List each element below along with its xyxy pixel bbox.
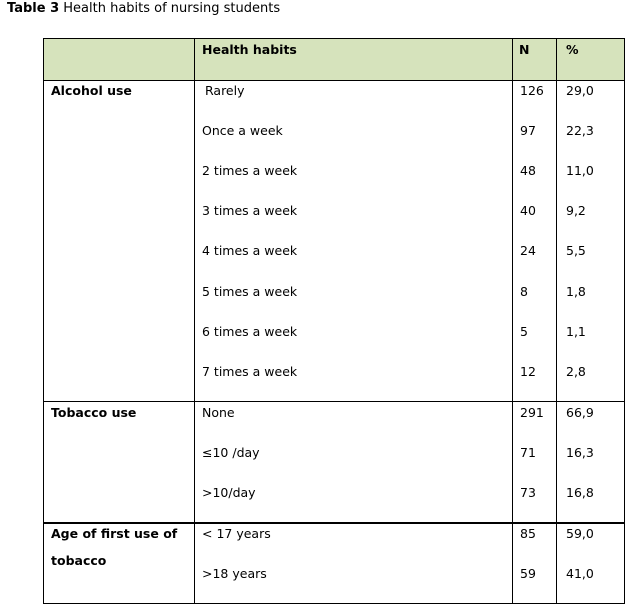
row-habit: 3 times a week — [202, 203, 298, 218]
row-percent: 11,0 — [566, 163, 594, 178]
row-n: 48 — [520, 163, 536, 178]
row-percent: 16,3 — [566, 445, 594, 460]
alcohol-group-bottom-border — [43, 401, 625, 402]
group-label-first-use: Age of first use of — [51, 526, 178, 541]
tobacco-group-bottom-border — [43, 522, 625, 524]
row-percent: 9,2 — [566, 203, 586, 218]
row-habit: Once a week — [202, 123, 283, 138]
row-n: 40 — [520, 203, 536, 218]
table-top-border — [43, 38, 625, 39]
row-n: 59 — [520, 566, 536, 581]
table-caption-label: Table 3 — [7, 1, 60, 16]
row-habit: 4 times a week — [202, 243, 298, 258]
row-n: 85 — [520, 526, 536, 541]
row-n: 8 — [520, 284, 528, 299]
row-habit: 5 times a week — [202, 284, 298, 299]
header-n: N — [519, 42, 530, 57]
table-caption — [7, 1, 280, 17]
header-percent: % — [566, 42, 579, 57]
row-habit: >18 years — [202, 566, 267, 581]
row-n: 24 — [520, 243, 536, 258]
row-n: 12 — [520, 364, 536, 379]
row-percent: 59,0 — [566, 526, 594, 541]
table-left-border — [43, 38, 44, 604]
row-habit: None — [202, 405, 235, 420]
column-divider-1 — [194, 38, 195, 604]
group-label-tobacco: Tobacco use — [51, 405, 137, 420]
row-percent: 1,1 — [566, 324, 586, 339]
header-health-habits: Health habits — [202, 42, 297, 57]
row-percent: 22,3 — [566, 123, 594, 138]
column-divider-2 — [512, 38, 513, 604]
row-n: 97 — [520, 123, 536, 138]
row-percent: 5,5 — [566, 243, 586, 258]
row-habit: Rarely — [205, 83, 245, 98]
group-label-first-use-line2: tobacco — [51, 553, 107, 568]
row-n: 73 — [520, 485, 536, 500]
row-percent: 16,8 — [566, 485, 594, 500]
row-habit: >10/day — [202, 485, 256, 500]
row-n: 126 — [520, 83, 544, 98]
row-habit: ≤10 /day — [202, 445, 260, 460]
row-percent: 2,8 — [566, 364, 586, 379]
row-percent: 29,0 — [566, 83, 594, 98]
row-habit: 2 times a week — [202, 163, 298, 178]
row-percent: 66,9 — [566, 405, 594, 420]
table-right-border — [624, 38, 625, 604]
table-bottom-border — [43, 603, 625, 604]
row-habit: < 17 years — [202, 526, 271, 541]
row-habit: 7 times a week — [202, 364, 298, 379]
row-percent: 1,8 — [566, 284, 586, 299]
row-habit: 6 times a week — [202, 324, 298, 339]
table-header-row — [44, 39, 624, 80]
row-percent: 41,0 — [566, 566, 594, 581]
row-n: 5 — [520, 324, 528, 339]
row-n: 291 — [520, 405, 544, 420]
row-n: 71 — [520, 445, 536, 460]
header-bottom-border — [43, 80, 625, 81]
column-divider-3 — [556, 38, 557, 604]
table-caption-title: Health habits of nursing students — [59, 1, 281, 16]
group-label-alcohol: Alcohol use — [51, 83, 132, 98]
